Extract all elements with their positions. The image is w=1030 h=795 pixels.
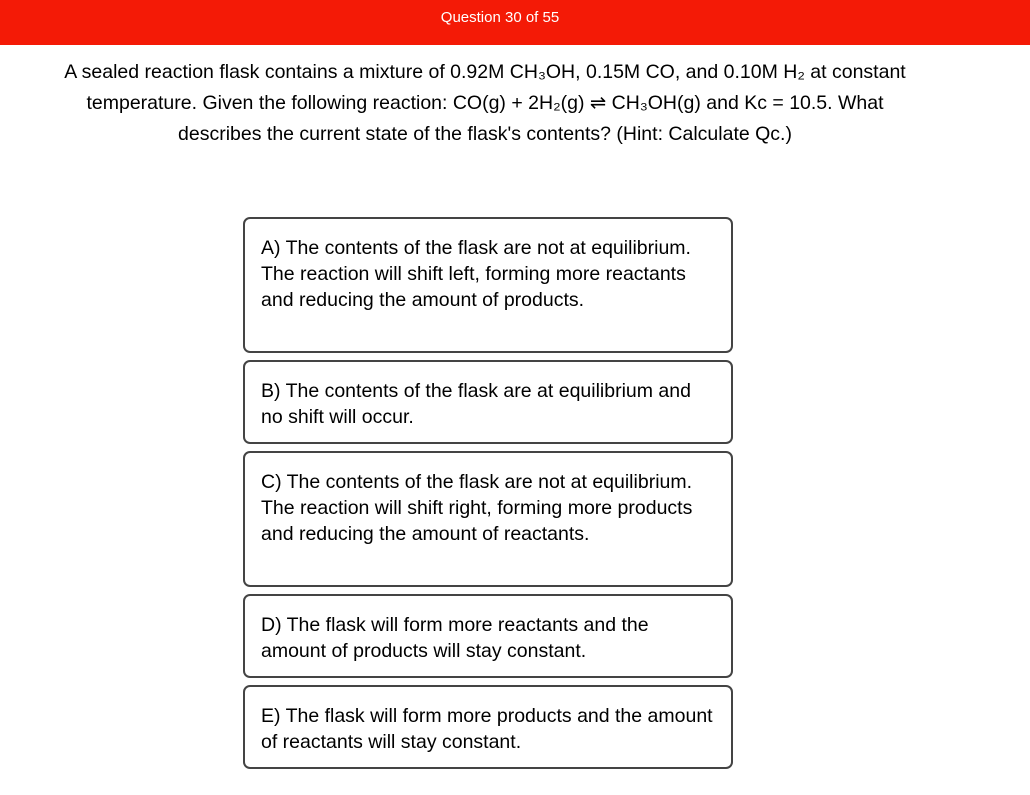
answer-choice-c[interactable]: C) The contents of the flask are not at equilibrium. The reaction will shift right, forming more products and reducing the amount of reactants. [243,451,733,587]
answer-choice-d[interactable]: D) The flask will form more reactants and the amount of products will stay constant. [243,594,733,678]
question-counter: Question 30 of 55 [440,9,560,26]
question-text: A sealed reaction flask contains a mixture of 0.92M CH₃OH, 0.15M CO, and 0.10M H₂ at constant temperature. Given the following reaction: CO(g) + 2H₂(g) ⇌ CH₃OH(g) and Kc = 10.5. What describes the current state of the flask's contents? (Hint: Calculate Qc.) [64,61,906,145]
header-bar [0,0,1030,45]
answer-choice-a[interactable]: A) The contents of the flask are not at equilibrium. The reaction will shift left, forming more reactants and reducing the amount of products. [243,217,733,353]
answer-choice-b[interactable]: B) The contents of the flask are at equilibrium and no shift will occur. [243,360,733,444]
answer-choice-e[interactable]: E) The flask will form more products and the amount of reactants will stay constant. [243,685,733,769]
